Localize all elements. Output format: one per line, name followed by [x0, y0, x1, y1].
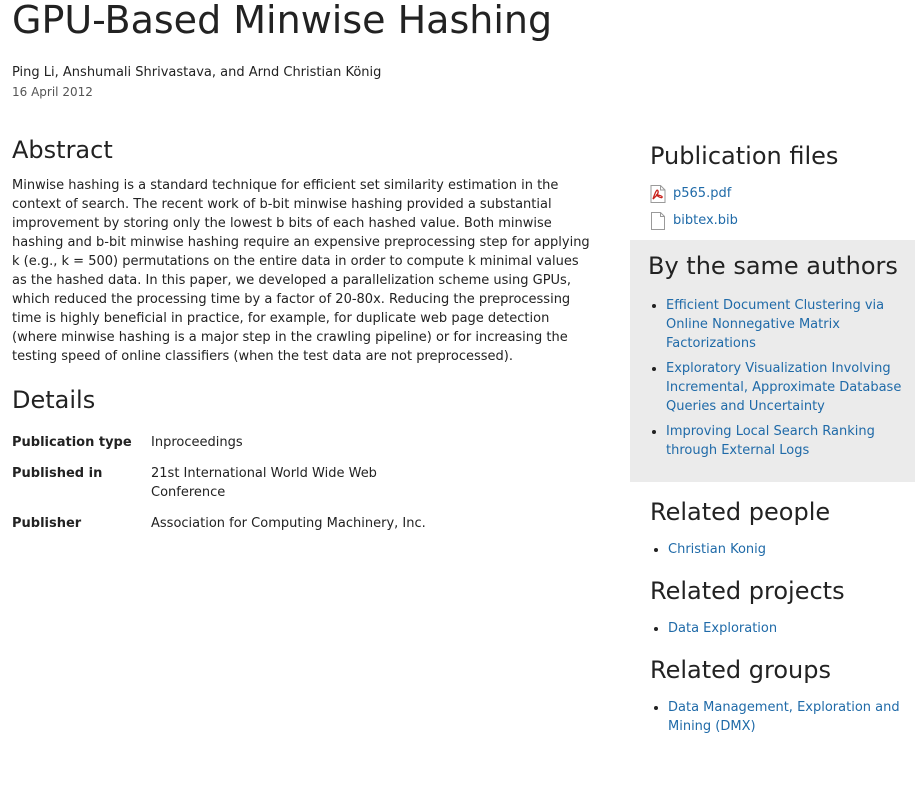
details-value: Inproceedings	[151, 435, 243, 450]
details-label: Publication type	[12, 435, 132, 450]
related-group-link[interactable]: Data Management, Exploration and Mining (DMX)	[668, 700, 900, 734]
related-people-section	[630, 482, 915, 559]
list-item	[668, 540, 915, 559]
file-link-pdf[interactable]: p565.pdf	[673, 186, 732, 201]
same-authors-list	[648, 296, 903, 460]
related-projects-section	[630, 565, 915, 638]
details-row	[12, 464, 592, 502]
details-value: 21st International World Wide Web Conference	[151, 466, 377, 500]
same-author-link[interactable]: Efficient Document Clustering via Online Nonnegative Matrix Factorizations	[666, 298, 885, 351]
document-file-icon	[650, 212, 666, 230]
publication-date: 16 April 2012	[12, 85, 93, 99]
abstract-text: Minwise hashing is a standard technique for efficient set similarity estimation in the context of search. The recent work of b-bit minwise hashing provided a substantial improvement by storing only the lowest b bits of each hashed value. Both minwise hashing and b-bit minwise hashing require an expensive preprocessing step for applying k (e.g., k = 500) permutations on the entire data in order to compute k minimal values as the hashed data. In this paper, we developed a parallelization scheme using GPUs, which reduced the processing time by a factor of 20-80x. Reducing the preprocessing time is highly beneficial in practice, for example, for duplicate web page detection (where minwise hashing is a major step in the crawling pipeline) or for increasing the testing speed of online classifiers (when the test data are not preprocessed).	[12, 178, 590, 364]
file-item	[650, 184, 915, 203]
same-author-link[interactable]: Improving Local Search Ranking through External Logs	[666, 424, 875, 458]
details-heading: Details	[12, 386, 96, 414]
list-item	[668, 619, 915, 638]
abstract-heading: Abstract	[12, 136, 113, 164]
same-author-link[interactable]: Exploratory Visualization Involving Incremental, Approximate Database Queries and Uncertainty	[666, 361, 902, 414]
related-people-list	[650, 540, 915, 559]
same-authors-panel	[630, 240, 915, 482]
related-project-link[interactable]: Data Exploration	[668, 621, 778, 636]
details-value: Association for Computing Machinery, Inc.	[151, 516, 426, 531]
details-row	[12, 514, 592, 533]
list-item	[666, 296, 903, 353]
publication-files-list	[630, 184, 915, 230]
main-content	[12, 134, 592, 545]
related-groups-list	[650, 698, 915, 736]
same-authors-heading: By the same authors	[648, 252, 898, 280]
related-projects-heading: Related projects	[650, 577, 845, 605]
list-item	[666, 359, 903, 416]
list-item	[666, 422, 903, 460]
author-list: Ping Li, Anshumali Shrivastava, and Arnd Christian König	[12, 65, 382, 80]
publication-files-heading: Publication files	[650, 142, 839, 170]
details-row	[12, 433, 592, 452]
list-item	[668, 698, 915, 736]
details-table	[12, 433, 592, 533]
related-groups-heading: Related groups	[650, 656, 831, 684]
page-title: GPU-Based Minwise Hashing	[12, 0, 553, 42]
details-label: Published in	[12, 466, 103, 481]
details-label: Publisher	[12, 516, 82, 531]
related-people-heading: Related people	[650, 498, 831, 526]
related-groups-section	[630, 644, 915, 736]
file-item	[650, 211, 915, 230]
related-projects-list	[650, 619, 915, 638]
related-person-link[interactable]: Christian Konig	[668, 542, 767, 557]
file-link-bibtex[interactable]: bibtex.bib	[673, 213, 738, 228]
sidebar	[630, 140, 915, 742]
pdf-file-icon	[650, 185, 666, 203]
